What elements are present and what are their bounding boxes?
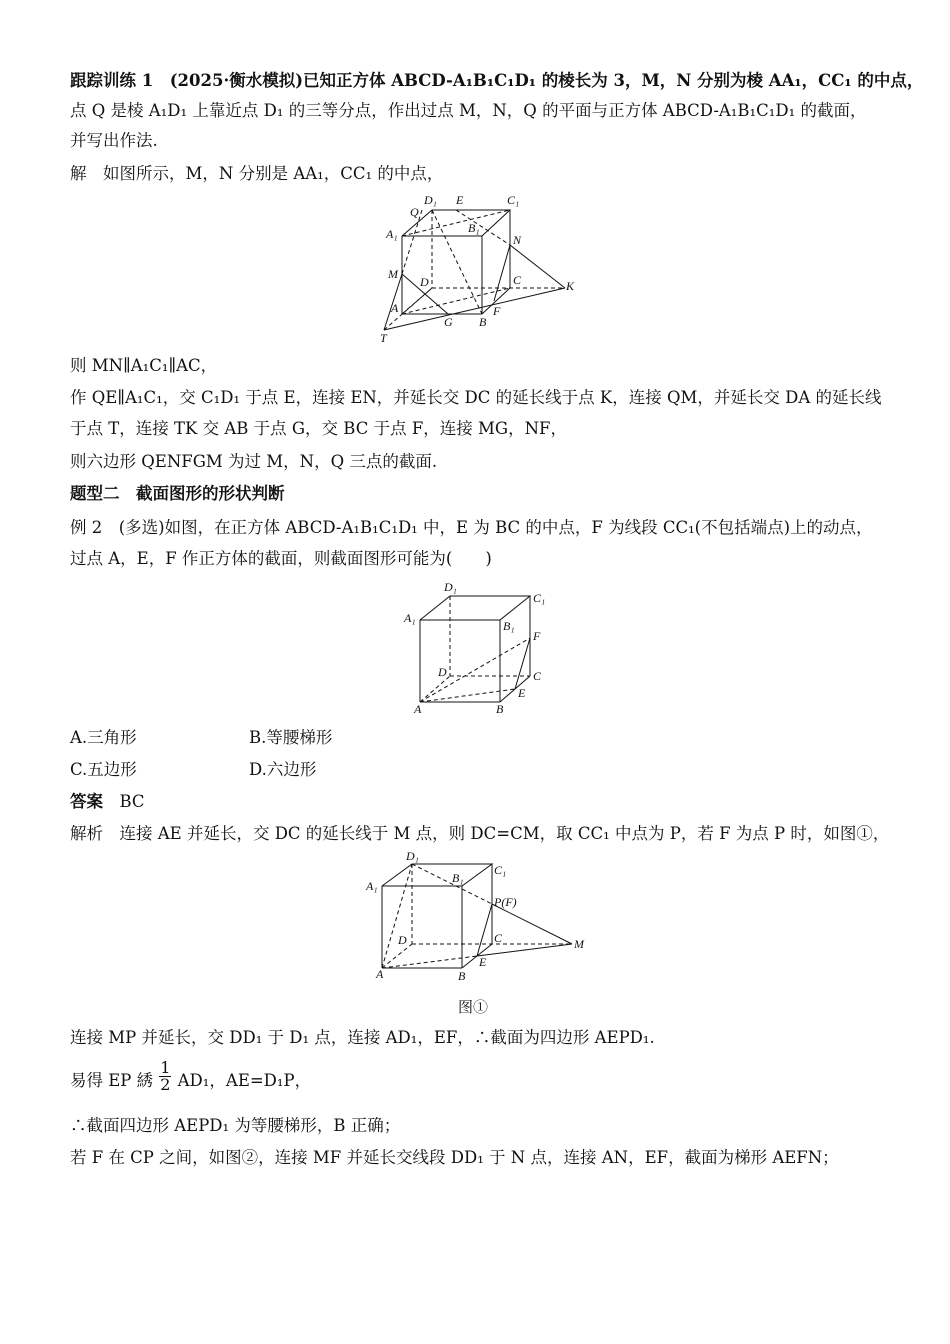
step-line-2: 作 QE∥A₁C₁，交 C₁D₁ 于点 E，连接 EN，并延长交 DC 的延长线于点 K，连接 QM，并延长交 DA 的延长线 xyxy=(70,388,882,407)
fig3-label-A: A xyxy=(376,967,384,981)
fig3-label-E: E xyxy=(479,955,487,969)
option-b xyxy=(249,727,332,749)
fig1-label-A: A xyxy=(391,301,399,315)
fig3-label-D: D xyxy=(398,933,407,947)
option-d xyxy=(249,759,316,781)
fig1-label-G: G xyxy=(444,315,453,329)
fig1-label-T: T xyxy=(380,331,387,345)
fig2-label-C: C xyxy=(533,669,542,683)
fig3-label-A1: A₁ xyxy=(366,879,378,893)
fig2-label-D1: D₁ xyxy=(444,580,457,594)
answer-value: BC xyxy=(119,792,145,811)
fig1-label-M: M xyxy=(388,267,398,281)
fig1-label-D1: D₁ xyxy=(424,193,437,207)
fig1-label-N: N xyxy=(513,233,522,247)
fig2-label-C1: C₁ xyxy=(533,591,546,605)
example-line-1: 例 2 (多选)如图，在正方体 ABCD-A₁B₁C₁D₁ 中，E 为 BC 的中点，F 为线段 CC₁(不包括端点)上的动点， xyxy=(70,518,873,537)
practice-line-3: 并写出作法. xyxy=(70,131,158,150)
step-line-4: 则六边形 QENFGM 为过 M，N，Q 三点的截面. xyxy=(70,452,438,471)
option-a-text: 三角形 xyxy=(87,728,137,747)
fig1-label-B: B xyxy=(479,315,487,329)
figure-cube-analysis-1 xyxy=(360,850,600,985)
step-line-1: 则 MN∥A₁C₁∥AC， xyxy=(70,356,218,375)
option-d-text: 六边形 xyxy=(266,760,317,779)
analysis-line-1: 连接 MP 并延长，交 DD₁ 于 D₁ 点，连接 AD₁，EF，∴截面为四边形 AEPD₁. xyxy=(70,1028,655,1047)
fig3-label-P-F: P(F) xyxy=(494,895,517,909)
practice-text-1: 跟踪训练 1 (2025·衡水模拟)已知正方体 ABCD-A₁B₁C₁D₁ 的棱长为 3，M，N 分别为棱 AA₁，CC₁ 的中点， xyxy=(70,71,924,90)
fig1-label-Q: Q xyxy=(410,205,419,219)
figure-cube-example xyxy=(398,580,568,715)
fraction-denominator: 2 xyxy=(160,1075,171,1094)
option-b-label: B. xyxy=(249,728,267,747)
answer-line xyxy=(70,791,145,813)
fig1-label-E: E xyxy=(456,193,464,207)
option-d-label: D. xyxy=(249,760,267,779)
fraction-one-half xyxy=(159,1060,171,1093)
fig3-label-C1: C₁ xyxy=(494,863,507,877)
analysis-line-2-text: 易得 EP 綉 xyxy=(70,1071,154,1090)
fig1-label-K: K xyxy=(566,279,575,293)
fig2-label-A1: A₁ xyxy=(404,611,416,625)
fig1-label-A1: A₁ xyxy=(386,227,398,241)
fig1-label-D: D xyxy=(420,275,429,289)
fig3-label-B: B xyxy=(458,969,466,983)
analysis-first-line: 解析 连接 AE 并延长，交 DC 的延长线于 M 点，则 DC=CM，取 CC₁ 中点为 P，若 F 为点 P 时，如图①， xyxy=(70,824,890,843)
option-c-label: C. xyxy=(70,760,88,779)
fig1-label-C1: C₁ xyxy=(507,193,520,207)
option-c-text: 五边形 xyxy=(87,760,137,779)
figure-1-svg xyxy=(370,190,590,350)
solution-intro: 解 如图所示，M，N 分别是 AA₁，CC₁ 的中点， xyxy=(70,164,444,183)
example-line-2: 过点 A，E，F 作正方体的截面，则截面图形可能为( ) xyxy=(70,549,492,568)
fig2-label-B: B xyxy=(496,702,504,716)
figure-3-svg xyxy=(360,850,600,985)
practice-line-1 xyxy=(70,70,923,92)
practice-line-2: 点 Q 是棱 A₁D₁ 上靠近点 D₁ 的三等分点，作出过点 M，N，Q 的平面与正方体 ABCD-A₁B₁C₁D₁ 的截面， xyxy=(70,101,867,120)
figure-cube-section-1 xyxy=(370,190,590,350)
fig2-label-A: A xyxy=(414,702,422,716)
fig2-label-E: E xyxy=(518,686,526,700)
fig3-label-C: C xyxy=(494,931,503,945)
fig1-label-C: C xyxy=(513,273,522,287)
fig2-label-B1: B₁ xyxy=(503,619,515,633)
fig3-label-M: M xyxy=(574,937,584,951)
fig2-label-D: D xyxy=(438,665,447,679)
fraction-numerator: 1 xyxy=(160,1058,171,1077)
figure-caption-1: 图① xyxy=(458,998,489,1016)
analysis-line-2 xyxy=(70,1060,311,1102)
option-a xyxy=(70,727,137,749)
analysis-line-2-after: AD₁，AE=D₁P， xyxy=(177,1071,312,1090)
analysis-line-4: 若 F 在 CP 之间，如图②，连接 MF 并延长交线段 DD₁ 于 N 点，连接 AN，EF，截面为梯形 AEFN； xyxy=(70,1148,839,1167)
fig1-label-F: F xyxy=(493,304,501,318)
fig2-label-F: F xyxy=(533,629,541,643)
fig3-label-B1: B₁ xyxy=(452,871,464,885)
option-a-label: A. xyxy=(70,728,88,747)
section-title: 题型二 截面图形的形状判断 xyxy=(70,484,285,503)
fig3-label-D1: D₁ xyxy=(406,849,419,863)
answer-label: 答案 xyxy=(70,792,103,811)
analysis-line-3: ∴截面四边形 AEPD₁ 为等腰梯形，B 正确； xyxy=(70,1116,401,1135)
option-c xyxy=(70,759,137,781)
option-b-text: 等腰梯形 xyxy=(266,728,333,747)
step-line-3: 于点 T，连接 TK 交 AB 于点 G，交 BC 于点 F，连接 MG，NF， xyxy=(70,419,567,438)
figure-2-svg xyxy=(398,580,568,715)
fig1-label-B1: B₁ xyxy=(468,221,480,235)
